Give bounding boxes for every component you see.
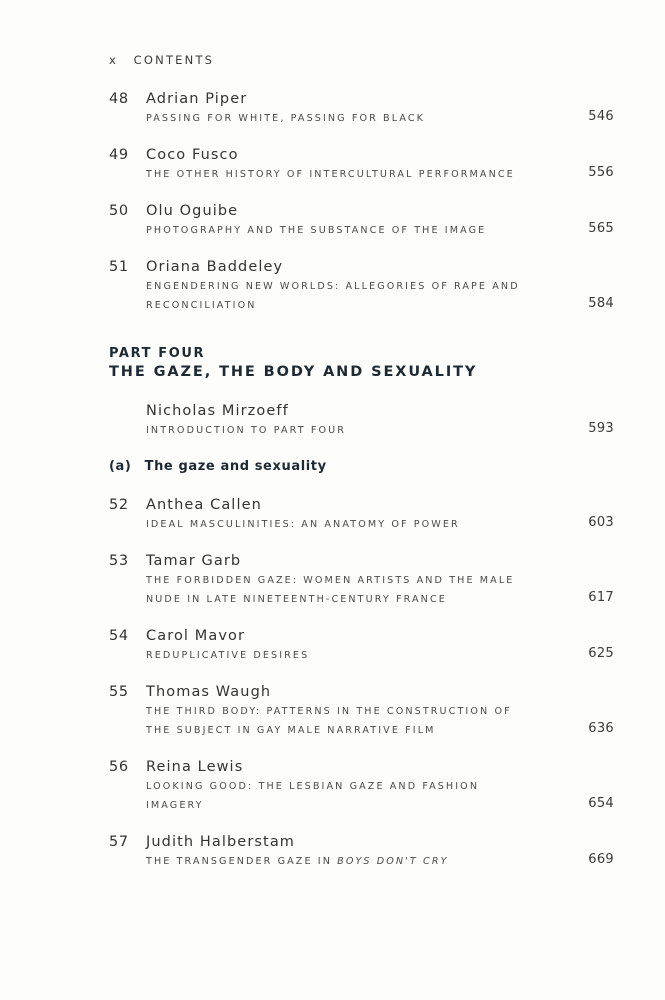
chapter-page-number: 625 xyxy=(588,646,614,661)
chapter-author: Tamar Garb xyxy=(146,553,242,569)
chapter-number: 57 xyxy=(109,834,129,850)
chapter-title-line: ENGENDERING NEW WORLDS: ALLEGORIES OF RAPE AND xyxy=(146,281,520,292)
section-heading xyxy=(109,459,327,474)
chapter-title-line: REDUPLICATIVE DESIRES xyxy=(146,650,310,661)
chapter-title-line: THE FORBIDDEN GAZE: WOMEN ARTISTS AND THE MALE xyxy=(146,575,515,586)
chapter-title-line: IMAGERY xyxy=(146,800,204,811)
chapter-page-number: 584 xyxy=(588,296,614,311)
chapter-author: Thomas Waugh xyxy=(146,684,272,700)
chapter-title-line: THE SUBJECT IN GAY MALE NARRATIVE FILM xyxy=(146,725,436,736)
chapter-page-number: 669 xyxy=(588,852,614,867)
chapter-author: Oriana Baddeley xyxy=(146,259,284,275)
chapter-title-line: IDEAL MASCULINITIES: AN ANATOMY OF POWER xyxy=(146,519,460,530)
chapter-title-line: THE OTHER HISTORY OF INTERCULTURAL PERFORMANCE xyxy=(146,169,515,180)
chapter-author: Nicholas Mirzoeff xyxy=(146,403,289,419)
chapter-title-text: THE TRANSGENDER GAZE IN xyxy=(146,856,332,867)
chapter-number: 48 xyxy=(109,91,129,107)
chapter-author: Reina Lewis xyxy=(146,759,244,775)
chapter-page-number: 546 xyxy=(588,109,614,124)
chapter-number: 55 xyxy=(109,684,129,700)
section-title: The gaze and sexuality xyxy=(144,459,327,474)
chapter-title-line: PHOTOGRAPHY AND THE SUBSTANCE OF THE IMAGE xyxy=(146,225,487,236)
chapter-author: Anthea Callen xyxy=(146,497,262,513)
chapter-author: Coco Fusco xyxy=(146,147,239,163)
chapter-title-line: PASSING FOR WHITE, PASSING FOR BLACK xyxy=(146,113,426,124)
chapter-number: 50 xyxy=(109,203,129,219)
chapter-title-line: THE THIRD BODY: PATTERNS IN THE CONSTRUCTION OF xyxy=(146,706,512,717)
chapter-page-number: 556 xyxy=(588,165,614,180)
chapter-page-number: 654 xyxy=(588,796,614,811)
chapter-number: 54 xyxy=(109,628,129,644)
chapter-page-number: 636 xyxy=(588,721,614,736)
chapter-title-line: INTRODUCTION TO PART FOUR xyxy=(146,425,346,436)
chapter-page-number: 593 xyxy=(588,421,614,436)
running-head xyxy=(109,53,214,67)
chapter-author: Carol Mavor xyxy=(146,628,246,644)
part-title: THE GAZE, THE BODY AND SEXUALITY xyxy=(109,364,478,380)
chapter-number: 51 xyxy=(109,259,129,275)
chapter-author: Adrian Piper xyxy=(146,91,248,107)
part-label: PART FOUR xyxy=(109,346,206,361)
chapter-page-number: 565 xyxy=(588,221,614,236)
chapter-title-line xyxy=(146,856,449,867)
page-roman-numeral: x xyxy=(109,53,116,67)
chapter-title-line: NUDE IN LATE NINETEENTH-CENTURY FRANCE xyxy=(146,594,447,605)
chapter-number: 53 xyxy=(109,553,129,569)
chapter-title-line: RECONCILIATION xyxy=(146,300,257,311)
section-letter: (a) xyxy=(109,459,132,474)
chapter-page-number: 603 xyxy=(588,515,614,530)
chapter-number: 49 xyxy=(109,147,129,163)
chapter-page-number: 617 xyxy=(588,590,614,605)
chapter-author: Judith Halberstam xyxy=(146,834,296,850)
chapter-title-line: LOOKING GOOD: THE LESBIAN GAZE AND FASHION xyxy=(146,781,480,792)
chapter-number: 56 xyxy=(109,759,129,775)
chapter-number: 52 xyxy=(109,497,129,513)
chapter-title-italic: BOYS DON'T CRY xyxy=(337,856,449,867)
chapter-author: Olu Oguibe xyxy=(146,203,239,219)
running-head-label: CONTENTS xyxy=(133,53,215,67)
